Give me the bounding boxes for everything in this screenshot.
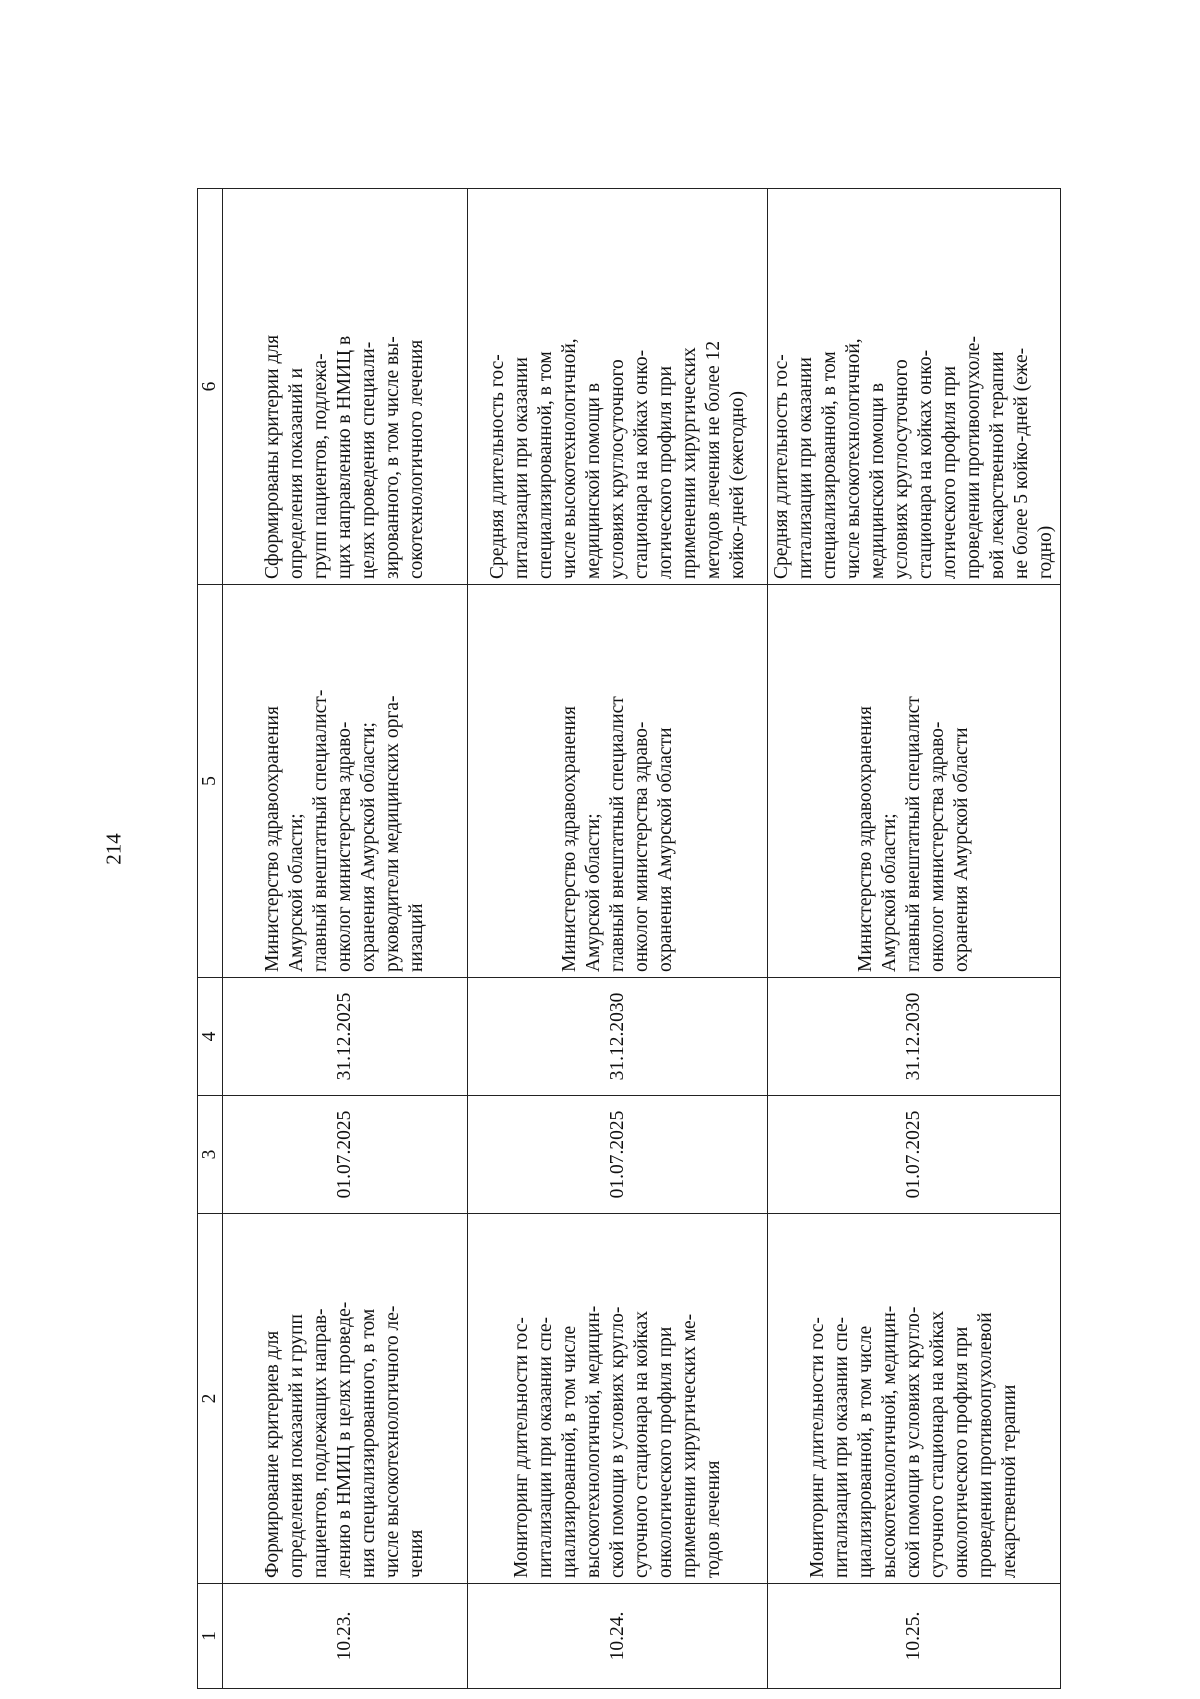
row-number: 10.23. xyxy=(223,1584,468,1689)
table-row xyxy=(768,189,1061,1689)
result: Средняя длительность гос- питализации при оказании специализированной, в том числе высокотехнологичной, медицинской помощи в условиях круглосуточного стационара на койках онко- логического профиля при проведении противоопухоле- вой лекарственной терапии не более 5 койко-дней (еже- годно) xyxy=(768,189,1061,585)
responsible: Министерство здравоохранения Амурской области; главный внештатный специалист онколог министерства здраво- охранения Амурской области xyxy=(468,585,768,978)
result: Сформированы критерии для определения показаний и групп пациентов, подлежа- щих направлению в НМИЦ в целях проведения специали- зированного, в том числе вы- сокотехнологичного лечения xyxy=(223,189,468,585)
end-date: 31.12.2025 xyxy=(223,978,468,1096)
row-number: 10.25. xyxy=(768,1584,1061,1689)
rotated-table-container xyxy=(197,189,1056,1689)
responsible: Министерство здравоохранения Амурской области; главный внештатный специалист- онколог министерства здраво- охранения Амурской области; руководители медицинских орга- низаций xyxy=(223,585,468,978)
measure-name: Мониторинг длительности гос- питализации при оказании спе- циализированной, в том числе высокотехнологичной, медицин- ской помощи в условиях кругло- суточного стационара на койках онкологического профиля при проведении противоопухолевой лекарственной терапии xyxy=(768,1214,1061,1584)
header-col-5: 5 xyxy=(198,585,223,978)
start-date: 01.07.2025 xyxy=(768,1096,1061,1214)
start-date: 01.07.2025 xyxy=(468,1096,768,1214)
measure-name: Мониторинг длительности гос- питализации при оказании спе- циализированной, в том числе высокотехнологичной, медицин- ской помощи в условиях кругло- суточного стационара на койках онкологического профиля при применении хирургических ме- тодов лечения xyxy=(468,1214,768,1584)
measures-table xyxy=(197,188,1061,1689)
table-row xyxy=(468,189,768,1689)
header-col-4: 4 xyxy=(198,978,223,1096)
result: Средняя длительность гос- питализации при оказании специализированной, в том числе высокотехнологичной, медицинской помощи в условиях круглосуточного стационара на койках онко- логического профиля при применении хирургических методов лечения не более 12 койко-дней (ежегодно) xyxy=(468,189,768,585)
end-date: 31.12.2030 xyxy=(468,978,768,1096)
header-col-6: 6 xyxy=(198,189,223,585)
page-number: 214 xyxy=(101,833,126,865)
table-row xyxy=(223,189,468,1689)
start-date: 01.07.2025 xyxy=(223,1096,468,1214)
header-col-2: 2 xyxy=(198,1214,223,1584)
header-row xyxy=(198,189,223,1689)
row-number: 10.24. xyxy=(468,1584,768,1689)
header-col-1: 1 xyxy=(198,1584,223,1689)
end-date: 31.12.2030 xyxy=(768,978,1061,1096)
measure-name: Формирование критериев для определения показаний и групп пациентов, подлежащих направ- лению в НМИЦ в целях проведе- ния специализированного, в том числе высокотехнологичного ле- чения xyxy=(223,1214,468,1584)
header-col-3: 3 xyxy=(198,1096,223,1214)
responsible: Министерство здравоохранения Амурской области; главный внештатный специалист онколог министерства здраво- охранения Амурской области xyxy=(768,585,1061,978)
